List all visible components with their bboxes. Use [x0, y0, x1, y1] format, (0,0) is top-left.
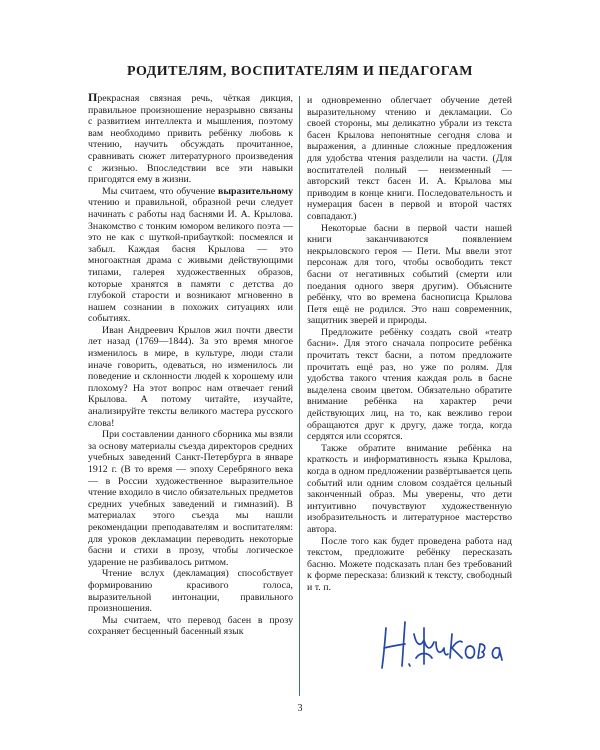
- paragraph: Чтение вслух (декламация) способствует формированию красивого голоса, выразительной интонации, правильного произношения.: [88, 568, 293, 615]
- drop-cap: П: [88, 90, 98, 104]
- paragraph: При составлении данного сборника мы взяли за основу материалы съезда директоров средних учебных заведений Санкт-Петербурга в январе 1912 г. (В то время — эпоху Серебряного века — в России художественное выразительное чтение входило в число обязательных предметов средних учебных заведений и гимназий). В материалах этого съезда мы нашли рекомендации преподавателям и воспитателям: для уроков декламации переводить некоторые басни и стихи в прозу, чтобы логическое ударение не разбивалось ритмом.: [88, 429, 293, 568]
- paragraph: Предложите ребёнку создать свой «театр басни». Для этого сначала попросите ребёнка прочитать текст басни, а потом предложите прочитать ещё раз, но уже по ролям. Для удобства такого чтения каждая роль в басне выделена своим цветом. Обязательно обратите внимание ребёнка на характер речи действующих лиц, на то, как вежливо герои обращаются друг к другу, даже тогда, когда сердятся или ссорятся.: [307, 326, 512, 443]
- paragraph: Мы считаем, что обучение выразительному чтению и правильной, образной речи следует начинать с работы над баснями И. А. Крылова. Знакомство с тонким юмором великого поэта — это не как с шуткой-прибауткой: посмеялся и забыл. Каждая басня Крылова — это многоактная драма с живыми действующими типами, галерея художественных образов, которые хранятся в памяти с детства до глубокой старости и возникают мгновенно в нашем сознании в похожих ситуациях или событиях.: [88, 185, 293, 325]
- paragraph: Иван Андреевич Крылов жил почти двести лет назад (1769—1844). За это время многое изменилось в мире, в культуре, люди стали иначе говорить, одеваться, но изменилось ли поведение и склонности людей к хорошему или плохому? На этот вопрос нам отвечает гений Крылова. А потому читайте, изучайте, анализируйте тексты великого мастера русского слова!: [88, 324, 293, 429]
- paragraph: и одновременно облегчает обучение детей выразительному чтению и декламации. Со своей стороны, мы деликатно убрали из текста басен Крылова непонятные сегодня слова и выражения, а длинные сложные предложения для удобства чтения разделили на части. (Для воспитателей полный — неизменный — авторский текст басен И. А. Крылова мы приводим в конце книги. Последовательность и нумерация басен в первой и второй частях совпадают.): [307, 95, 512, 222]
- paragraph: После того как будет проведена работа над текстом, предложите ребёнку пересказать басню. Можете подсказать план без требований к форме пересказа: близкий к тексту, свободный и т. п.: [307, 535, 512, 593]
- page-number: 3: [297, 703, 303, 714]
- right-column: [307, 95, 512, 594]
- page-title: РОДИТЕЛЯМ, ВОСПИТАТЕЛЯМ И ПЕДАГОГАМ: [126, 64, 473, 79]
- paragraph: Мы считаем, что перевод басен в прозу сохраняет бесценный басенный язык: [88, 614, 293, 638]
- paragraph: Некоторые басни в первой части нашей книги заканчиваются появлением некрыловского героя — Пети. Мы ввели этот персонаж для того, чтобы освободить текст басни от негативных событий (смерти или поедания одного зверя другим). Объясните ребёнку, что во времена баснописца Крылова Петя ещё не родился. Это наш современник, защитник зверей и природы.: [307, 222, 512, 327]
- signature-image: [378, 614, 508, 676]
- paragraph: Также обратите внимание ребёнка на краткость и информативность языка Крылова, когда в одном предложении развёртывается цепь событий или одним словом создаётся цельный законченный образ. Мы уверены, что дети интуитивно почувствуют художественную изобразительность и литературное мастерство автора.: [307, 442, 512, 535]
- paragraph-text: рекрасная связная речь, чёткая дикция, правильное произношение неразрывно связаны с развитием интеллекта и мышления, поэтому вам необходимо привить ребёнку любовь к чтению, научить обсуждать прочитанное, сравнивать сюжет литературного произведения с жизнью. Впоследствии все эти навыки пригодятся ему в жизни.: [88, 93, 293, 186]
- emphasis: выразительному: [218, 185, 293, 197]
- paragraph: [88, 92, 293, 186]
- column-divider: [299, 96, 300, 696]
- left-column: [88, 92, 293, 638]
